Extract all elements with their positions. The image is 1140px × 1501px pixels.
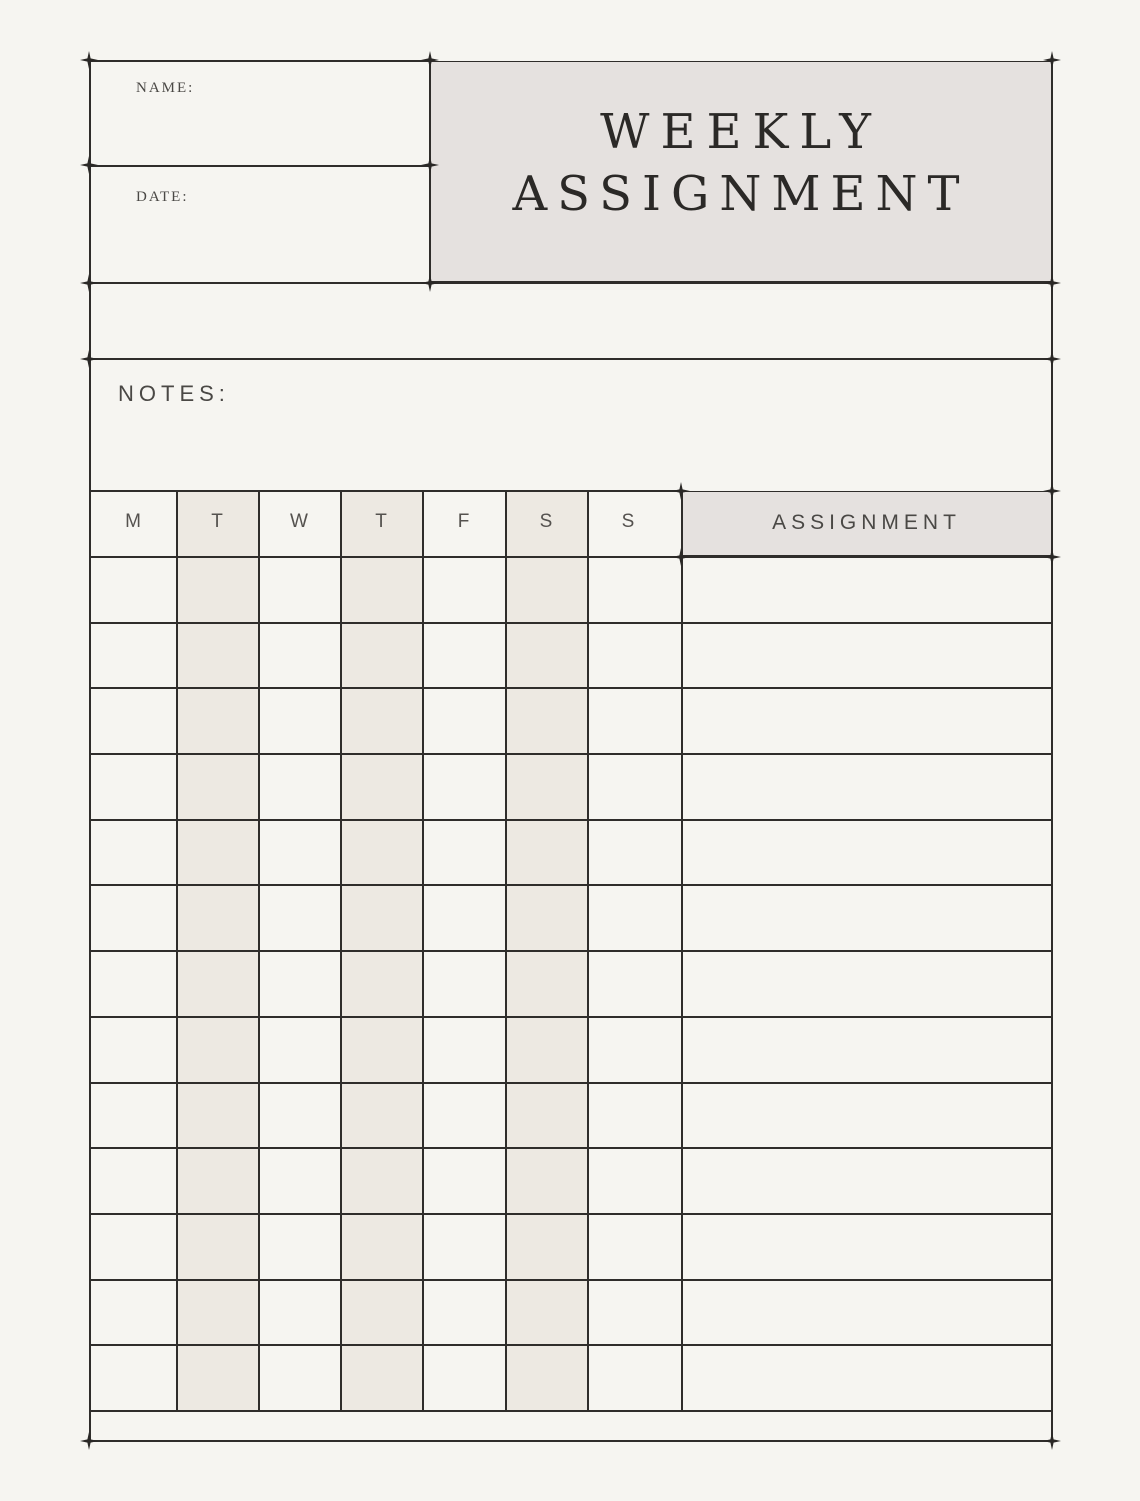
assignment-row-field[interactable] (682, 1083, 1051, 1148)
assignment-row-field[interactable] (682, 1148, 1051, 1213)
four-point-star-icon (80, 1432, 98, 1450)
four-point-star-icon (80, 350, 98, 368)
day-header-saturday: S (539, 511, 553, 532)
assignment-row-field[interactable] (682, 820, 1051, 885)
four-point-star-icon (421, 274, 439, 292)
frame-line (89, 165, 431, 167)
title-box (430, 61, 1052, 282)
assignment-row-field[interactable] (682, 1345, 1051, 1410)
name-field[interactable] (90, 62, 428, 165)
four-point-star-icon (1043, 274, 1061, 292)
frame-line (89, 490, 681, 492)
table-column-line (587, 491, 589, 1410)
table-row-line (89, 1410, 1052, 1412)
frame-line (89, 1440, 1053, 1442)
frame-line (89, 358, 1053, 360)
blank-field[interactable] (90, 284, 1051, 358)
assignment-header: ASSIGNMENT (681, 491, 1052, 556)
frame-line (89, 282, 1053, 284)
assignment-row-field[interactable] (682, 1280, 1051, 1345)
day-header-wednesday: W (290, 511, 308, 532)
notes-label: NOTES: (118, 381, 230, 406)
day-header-monday: M (125, 511, 141, 532)
title-weekly: WEEKLY (600, 104, 882, 160)
title-assignment: ASSIGNMENT (512, 166, 970, 222)
table-column-line (340, 491, 342, 1410)
four-point-star-icon (80, 156, 98, 174)
four-point-star-icon (1043, 482, 1061, 500)
four-point-star-icon (672, 482, 690, 500)
day-header-sunday: S (621, 511, 635, 532)
notes-field[interactable] (90, 360, 1051, 490)
table-column-line (176, 491, 178, 1410)
four-point-star-icon (421, 51, 439, 69)
four-point-star-icon (80, 274, 98, 292)
name-label: NAME: (136, 80, 195, 96)
four-point-star-icon (80, 51, 98, 69)
assignment-row-field[interactable] (682, 688, 1051, 753)
day-header-thursday: T (375, 511, 387, 532)
assignment-row-field[interactable] (682, 557, 1051, 622)
table-column-line (505, 491, 507, 1410)
assignment-row-field[interactable] (682, 1017, 1051, 1082)
assignment-row-field[interactable] (682, 623, 1051, 688)
assignment-row-field[interactable] (682, 1214, 1051, 1279)
four-point-star-icon (1043, 1432, 1061, 1450)
assignment-row-field[interactable] (682, 951, 1051, 1016)
frame-line (1051, 60, 1053, 1441)
day-header-tuesday: T (211, 511, 223, 532)
assignment-row-field[interactable] (682, 885, 1051, 950)
four-point-star-icon (1043, 548, 1061, 566)
date-label: DATE: (136, 189, 189, 205)
table-column-line (422, 491, 424, 1410)
four-point-star-icon (672, 548, 690, 566)
four-point-star-icon (1043, 51, 1061, 69)
table-column-line (258, 491, 260, 1410)
four-point-star-icon (421, 156, 439, 174)
frame-line (89, 60, 91, 1441)
frame-line (89, 60, 431, 62)
date-field[interactable] (90, 167, 428, 281)
assignment-row-field[interactable] (682, 754, 1051, 819)
four-point-star-icon (1043, 350, 1061, 368)
day-header-friday: F (457, 511, 470, 532)
